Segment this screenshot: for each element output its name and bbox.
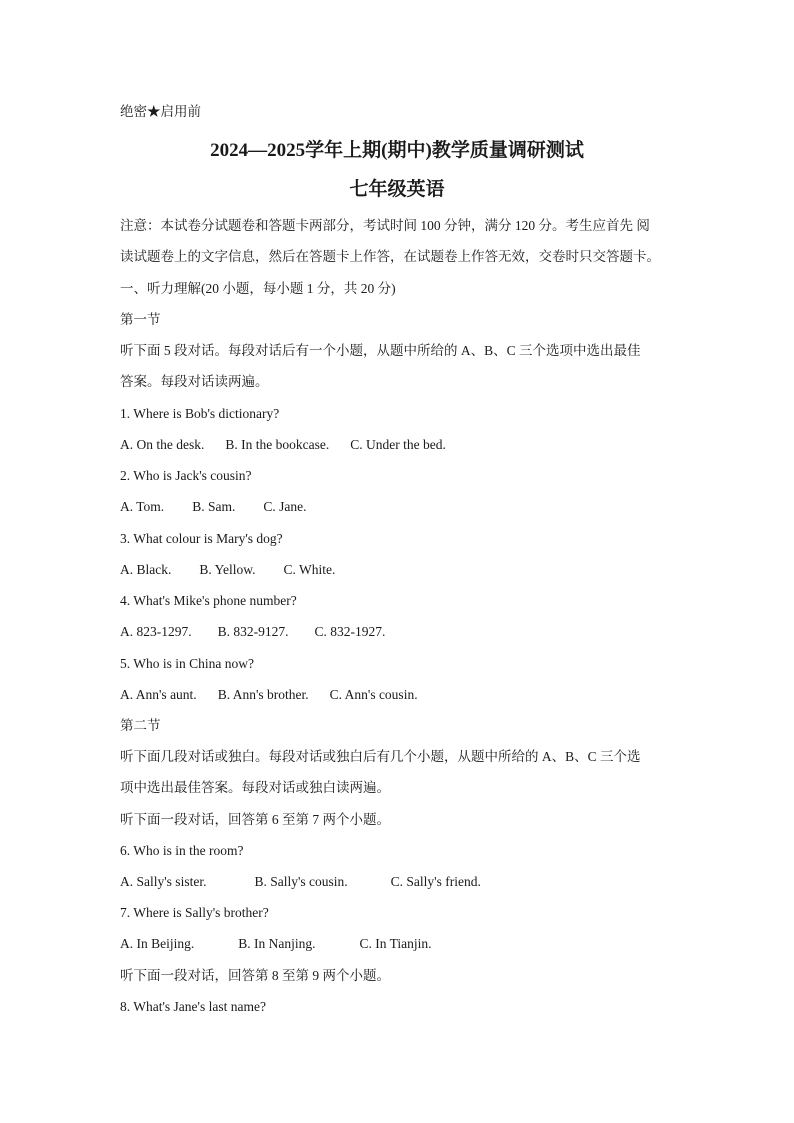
option-c: C. Sally's friend. bbox=[390, 874, 481, 889]
option-a: A. 823-1297. bbox=[120, 624, 192, 639]
question-1: 1. Where is Bob's dictionary? bbox=[120, 406, 280, 421]
part1-heading: 一、听力理解(20 小题，每小题 1 分，共 20 分) bbox=[120, 281, 396, 296]
option-b: B. Sally's cousin. bbox=[254, 874, 348, 889]
section2-group-1: 听下面一段对话，回答第 6 至第 7 两个小题。 bbox=[120, 812, 390, 827]
exam-title: 2024—2025学年上期(期中)教学质量调研测试 bbox=[210, 140, 584, 161]
option-a: A. In Beijing. bbox=[120, 936, 195, 951]
option-b: B. Yellow. bbox=[199, 562, 256, 577]
option-b: B. 832-9127. bbox=[217, 624, 289, 639]
section1-instruction-2: 答案。每段对话读两遍。 bbox=[120, 374, 269, 389]
option-a: A. Sally's sister. bbox=[120, 874, 207, 889]
question-2-options bbox=[120, 498, 306, 516]
option-c: C. In Tianjin. bbox=[359, 936, 432, 951]
question-4-options bbox=[120, 623, 385, 641]
option-c: C. Ann's cousin. bbox=[329, 687, 418, 702]
option-a: A. On the desk. bbox=[120, 437, 205, 452]
question-2: 2. Who is Jack's cousin? bbox=[120, 468, 252, 483]
section2-label: 第二节 bbox=[120, 718, 161, 733]
section1-label: 第一节 bbox=[120, 312, 161, 327]
option-b: B. In Nanjing. bbox=[238, 936, 316, 951]
notice-line-1: 注意：本试卷分试题卷和答题卡两部分，考试时间 100 分钟，满分 120 分。考生应首先 阅 bbox=[120, 218, 650, 233]
section1-instruction-1: 听下面 5 段对话。每段对话后有一个小题，从题中所给的 A、B、C 三个选项中选出最佳 bbox=[120, 343, 641, 358]
question-7-options bbox=[120, 935, 432, 953]
exam-subtitle: 七年级英语 bbox=[349, 179, 445, 200]
option-a: A. Black. bbox=[120, 562, 172, 577]
question-1-options bbox=[120, 436, 446, 454]
option-c: C. Under the bed. bbox=[350, 437, 446, 452]
question-6-options bbox=[120, 873, 481, 891]
question-5-options bbox=[120, 686, 418, 704]
notice-line-2: 读试题卷上的文字信息，然后在答题卡上作答，在试题卷上作答无效，交卷时只交答题卡。 bbox=[120, 249, 660, 264]
option-c: C. White. bbox=[283, 562, 336, 577]
option-a: A. Tom. bbox=[120, 499, 165, 514]
option-c: C. 832-1927. bbox=[314, 624, 386, 639]
option-b: B. Ann's brother. bbox=[217, 687, 309, 702]
question-8: 8. What's Jane's last name? bbox=[120, 999, 266, 1014]
question-6: 6. Who is in the room? bbox=[120, 843, 244, 858]
secret-mark: 绝密★启用前 bbox=[120, 104, 201, 119]
question-5: 5. Who is in China now? bbox=[120, 656, 254, 671]
question-7: 7. Where is Sally's brother? bbox=[120, 905, 269, 920]
question-4: 4. What's Mike's phone number? bbox=[120, 593, 297, 608]
option-b: B. Sam. bbox=[192, 499, 236, 514]
question-3: 3. What colour is Mary's dog? bbox=[120, 531, 283, 546]
option-a: A. Ann's aunt. bbox=[120, 687, 197, 702]
question-3-options bbox=[120, 561, 335, 579]
section2-group-2: 听下面一段对话，回答第 8 至第 9 两个小题。 bbox=[120, 968, 390, 983]
option-c: C. Jane. bbox=[263, 499, 307, 514]
section2-instruction-2: 项中选出最佳答案。每段对话或独白读两遍。 bbox=[120, 780, 390, 795]
option-b: B. In the bookcase. bbox=[225, 437, 330, 452]
section2-instruction-1: 听下面几段对话或独白。每段对话或独白后有几个小题，从题中所给的 A、B、C 三个选 bbox=[120, 749, 641, 764]
